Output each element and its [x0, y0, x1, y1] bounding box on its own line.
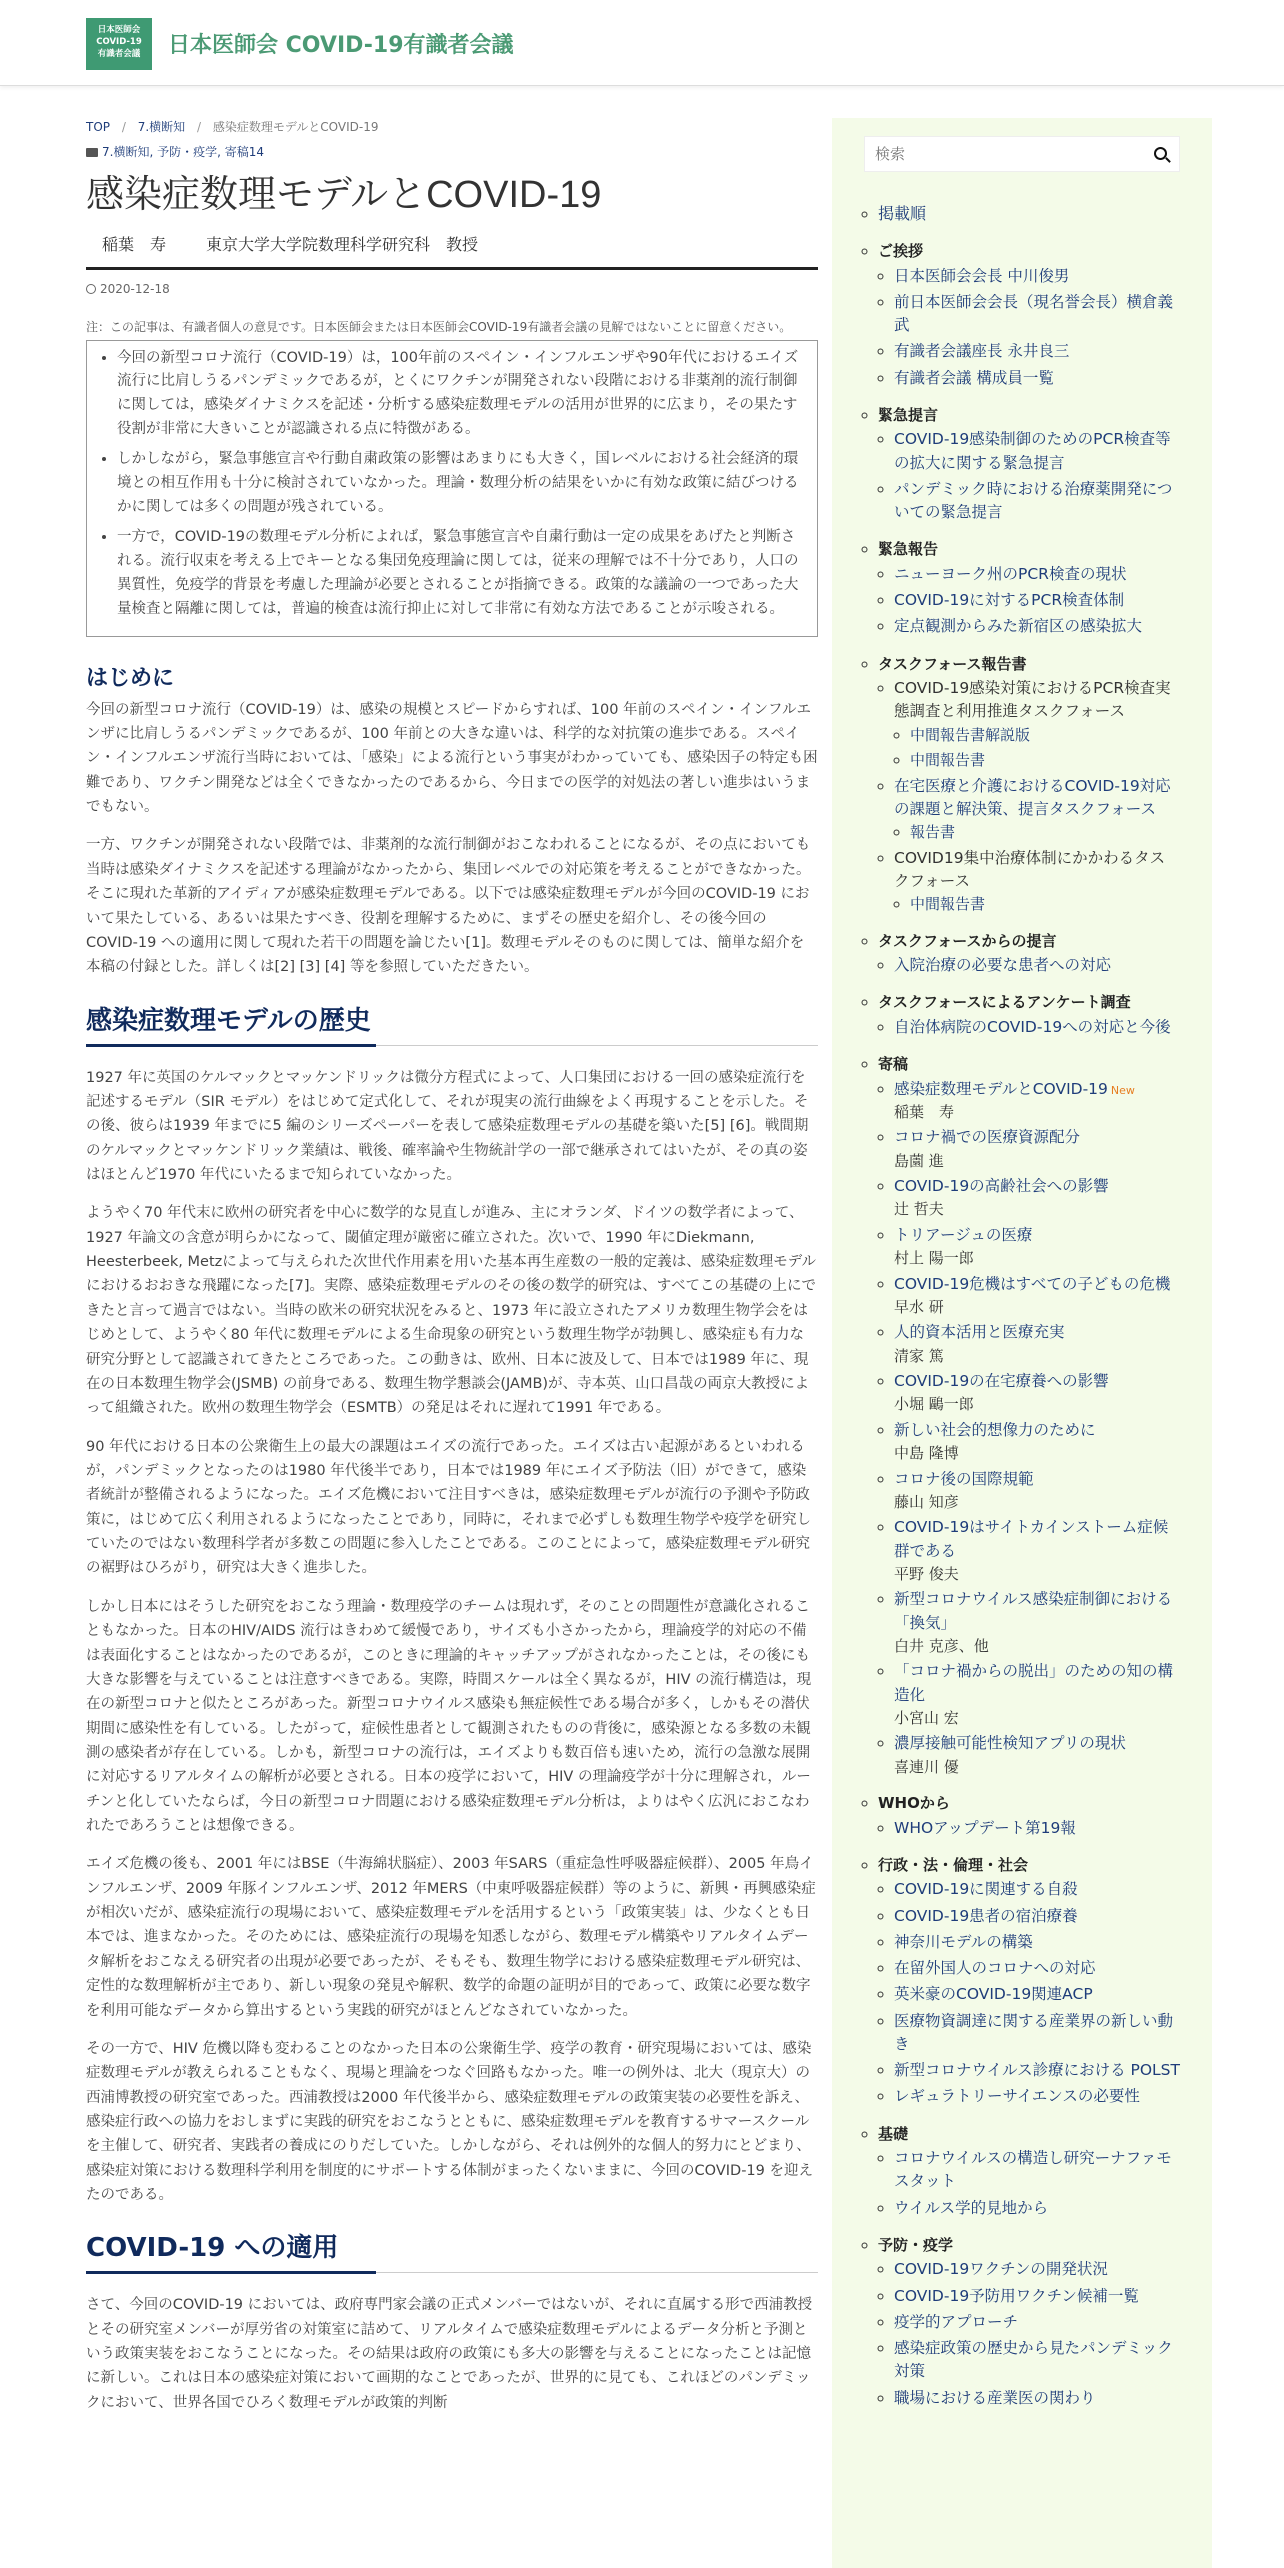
menu-link[interactable]: 有識者会議 構成員一覧	[894, 368, 1054, 387]
sidebar-menu	[864, 202, 1180, 2410]
summary-item: • 今回の新型コロナ流行（COVID-19）は，100年前のスペイン・インフルエンザや90年代におけるエイズ流行に比肩しうるパンデミックであるが，とくにワクチンが開発されない段階における非薬剤的流行制御に関しては，感染ダイナミクスを記述・分析する感染症数理モデルの活用が世界的に広まり，その果たす役割が非常に大きいことが認識される点に特徴がある。	[117, 347, 807, 443]
menu-group	[878, 991, 1180, 1039]
menu-item	[894, 478, 1180, 525]
menu-sub-list	[894, 821, 1180, 844]
paragraph: しかし日本にはそうした研究をおこなう理論・数理疫学のチームは現れず，そのことの問題性が意識化されることもなかった。日本のHIV/AIDS 流行はきわめて緩慢であり，サイズも小さかったから，理論疫学的対応の不備は表面化することはなかったのであるが，このときに理論的キャッチアップがされなかったことは，その後にも大きな影響を与えていることは注意すべきである。実際，時間スケールは全く異なるが，HIV の流行構造は，現在の新型コロナと似たところがあった。新型コロナウイルス感染も無症候性である場合が多く，しかもその潜伏期間に感染性を有している。したがって，症候性患者として観測されたものの背後に，感染源となる多数の未観測の感染者が存在している。しかも，新型コロナの流行は，エイズよりも数百倍も速いため，流行の急激な展開に対応するリアルタイムの解析が必要とされる。日本の疫学において，HIV の理論疫学が十分に理解され，ルーチンと化していたならば，今日の新型コロナ問題における感染症数理モデル分析は，よりはやく広汎におこなわれたであろうことは想像できる。	[86, 1598, 812, 1835]
menu-item	[894, 1817, 1180, 1840]
menu-group	[878, 404, 1180, 525]
menu-sub-item	[910, 724, 1180, 747]
paragraph: その一方で、HIV 危機以降も変わることのなかった日本の公衆衛生学、疫学の教育・研究現場においては、感染症数理モデルが教えられることもなく、現場と理論をつなぐ回路もなかった。唯一の例外は、北大（現京大）の西浦博教授の研究室であった。西浦教授は2000 年代後半から、感染症数理モデルの政策実装の必要性を訴え、感染症行政への協力をおしまずに実践的研究をおこなうとともに、感染症数理モデルを教育するサマースクールを主催して、研究者、実践者の養成にのりだしていた。しかしながら、それは例外的な個人的努力にとどまり、感染症対策における数理科学利用を制度的にサポートする体制がまったくないままに、今回のCOVID-19 を迎えたのである。	[86, 2040, 813, 2204]
menu-group-title: 緊急提言	[878, 405, 939, 424]
menu-link[interactable]: COVID-19患者の宿泊療養	[894, 1906, 1078, 1925]
new-badge: New	[1110, 1083, 1135, 1097]
menu-item	[894, 2337, 1180, 2384]
section-heading-application: COVID-19 への適用	[86, 2227, 818, 2273]
menu-item	[894, 1931, 1180, 1954]
menu-item	[894, 2387, 1180, 2410]
menu-group-title: タスクフォースからの提言	[878, 931, 1057, 950]
menu-item	[894, 367, 1180, 390]
menu-author: 島薗 進	[894, 1151, 944, 1170]
menu-group-list	[878, 1878, 1180, 2108]
menu-group-title: ご挨拶	[878, 242, 924, 260]
menu-group-list	[878, 1817, 1180, 1840]
menu-group-list	[878, 563, 1180, 639]
menu-item	[894, 2059, 1180, 2082]
menu-item	[894, 1419, 1180, 1465]
menu-item	[894, 428, 1180, 475]
menu-item	[894, 1273, 1180, 1319]
page-title: 感染症数理モデルとCOVID-19	[86, 174, 602, 216]
menu-item	[894, 1175, 1180, 1221]
menu-link[interactable]: COVID-19の高齢社会への影響	[894, 1177, 1109, 1195]
menu-link[interactable]: 有識者会議座長 永井良三	[894, 342, 1070, 361]
menu-item	[894, 954, 1180, 977]
search-icon[interactable]	[1154, 147, 1167, 160]
disclaimer-note: 注：この記事は、有識者個人の意見です。日本医師会または日本医師会COVID-19有識者会議の見解ではないことに留意ください。	[86, 319, 792, 334]
menu-link[interactable]: 定点観測からみた新宿区の感染拡大	[894, 617, 1143, 636]
breadcrumb-separator: /	[121, 120, 126, 134]
site-logo[interactable]	[86, 18, 152, 70]
menu-heading: COVID19集中治療体制にかかわるタスクフォース	[894, 848, 1166, 890]
menu-link[interactable]: 疫学的アプローチ	[894, 2312, 1019, 2331]
menu-link[interactable]: 在宅医療と介護におけるCOVID-19対応の課題と解決策、提言タスクフォース	[894, 776, 1171, 818]
menu-item	[894, 847, 1180, 916]
menu-item-top	[878, 202, 1180, 226]
menu-author: 早水 研	[894, 1297, 944, 1316]
menu-sub-list	[894, 893, 1180, 916]
menu-link[interactable]: 中間報告書解説版	[910, 725, 1031, 744]
menu-item	[894, 291, 1180, 338]
menu-link[interactable]: COVID-19の在宅療養への影響	[894, 1372, 1109, 1390]
paragraph: 1927 年に英国のケルマックとマッケンドリックは微分方程式によって、人口集団における一回の感染症流行を記述するモデル（SIR モデル）をはじめて定式化して、それが現実の流行曲線をよく再現することを示した。その後、彼らは1939 年までに5 編のシリーズペーパーを表して感染症数理モデルの基礎を築いた[5] [6]。戦間期のケルマックとマッケンドリック業績は、戦後、確率論や生物統計学の一部で継承されてはいたが、その真の姿はほとんど1970 年代にいたるまで知られていなかった。	[86, 1069, 809, 1184]
menu-link[interactable]: COVID-19ワクチンの開発状況	[894, 2260, 1108, 2279]
menu-group	[878, 653, 1180, 916]
menu-sub-item	[910, 749, 1180, 772]
menu-link[interactable]: 医療物資調達に関する産業界の新しい動き	[894, 2011, 1174, 2053]
folder-icon	[86, 148, 98, 157]
menu-author: 平野 俊夫	[894, 1564, 959, 1583]
menu-sub-item	[910, 821, 1180, 844]
menu-author: 稲葉 寿	[894, 1102, 955, 1121]
paragraph: エイズ危機の後も、2001 年にはBSE（牛海綿状脳症）、2003 年SARS（重症急性呼吸器症候群）、2005 年鳥インフルエンザ、2009 年豚インフルエンザ、2012 年MERS（中東呼吸器症候群）等のように、新興・再興感染症が相次いだが、感染症流行の現場において、感染症数理モデルを活用するという「政策実装」は、少なくとも日本では、進まなかった。そのためには、感染症流行の現場を知悉しながら、数理モデル構築やリアルタイムデータ解析をおこなえる研究者の出現が必要であったが、そもそも、数理生物学における感染症数理モデル研究は、定性的な数理解析が主であり、新しい現象の発見や解釈、数学的命題の証明が目的であって、政策に必要な数字を利用可能なデータから算出するという実践的研究がほとんどなされていなかった。	[86, 1856, 816, 2019]
paragraph: 一方、ワクチンが開発されない段階では、非薬剤的な流行制御がおこなわれることになるが、その点においても当時は感染ダイナミクスを記述する理論がなかったから、集団レベルでの対応策を考えることができなかった。そこに現れた革新的アイディアが感染症数理モデルである。以下では感染症数理モデルが今回のCOVID-19 において果たしている、あるいは果たすべき、役割を理解するために、まずその歴史を紹介し、その後今回のCOVID-19 への適用に関して現れた若干の問題を論じたい[1]。数理モデルそのものに関しては、簡単な紹介を本稿の付録とした。詳しくは[2] [3] [4] 等を参照していただきたい。	[86, 837, 811, 976]
menu-item	[894, 1224, 1180, 1270]
menu-author: 喜連川 優	[894, 1757, 959, 1776]
menu-group	[878, 1854, 1180, 2109]
paragraph: ようやく70 年代末に欧州の研究者を中心に数学的な見直しが進み、主にオランダ、ドイツの数学者によって、1927 年論文の含意が明らかになって、閾値定理が厳密に確立された。次いで、1990 年にDiekmann, Heesterbeek, Metzによって与えられた次世代作用素を用いた基本再生産数の一般的定義は、感染症数理モデルにおけるおおきな飛躍になった[7]。実際、感染症数理モデルのその後の数学的研究は、すべてこの基礎の上にできたと言って過言ではない。当時の欧米の研究状況をみると、1973 年に設立されたアメリカ数理生物学会をはじめとして、ようやく80 年代に数理モデルによる生命現象の研究という数理生物学が勃興し、感染症も有力な研究分野として認識されてきたところであった。この動きは、欧州、日本に波及して、日本では1989 年に、現在の日本数理生物学会(JSMB) の前身である、数理生物学懇談会(JAMB)が、寺本英、山口昌哉の両京大教授によって組織された。欧州の数理生物学会（ESMTB）の発足はそれに遅れて1991 年である。	[86, 1205, 817, 1417]
menu-item	[894, 2311, 1180, 2334]
menu-group	[878, 538, 1180, 638]
menu-item	[894, 563, 1180, 586]
breadcrumb-category-link[interactable]: 7.横断知	[137, 120, 186, 134]
menu-sub-item	[910, 893, 1180, 916]
menu-item	[894, 2010, 1180, 2057]
menu-author: 白井 克彦、他	[894, 1636, 989, 1655]
menu-item	[894, 1660, 1180, 1729]
menu-group	[878, 1792, 1180, 1840]
menu-link[interactable]: 掲載順	[878, 204, 927, 223]
menu-group-list	[878, 954, 1180, 977]
breadcrumb-current: 感染症数理モデルとCOVID-19	[212, 120, 379, 134]
menu-author: 小堀 鷗一郎	[894, 1395, 974, 1414]
category-link[interactable]: 7.横断知, 予防・疫学, 寄稿14	[102, 145, 264, 159]
menu-author: 村上 陽一郎	[894, 1249, 974, 1267]
paragraph: 今回の新型コロナ流行（COVID-19）は、感染の規模とスピードからすれば、100 年前のスペイン・インフルエンザに比肩しうるパンデミックであるが、100 年前との大きな違いは、科学的な対抗策の進歩である。スペイン・インフルエンザ流行当時においては、「感染」による流行という事実がわかっていても、感染因子の特定も困難であり、ワクチン開発などは全くできなかったのであるから、今日までの医学的対処法の著しい進歩はいうまでもない。	[86, 701, 818, 816]
breadcrumb-separator: /	[197, 120, 202, 134]
menu-group-title: 緊急報告	[878, 540, 939, 559]
menu-link[interactable]: 新型コロナウイルス感染症制御における「換気」	[894, 1590, 1173, 1632]
menu-author: 中島 隆博	[894, 1444, 959, 1462]
menu-link[interactable]: 報告書	[910, 823, 956, 841]
date-text: 2020-12-18	[100, 281, 170, 296]
menu-link[interactable]: コロナウイルスの構造し研究ーナファモスタット	[894, 2149, 1172, 2191]
menu-link[interactable]: 中間報告書	[910, 895, 986, 913]
author-row	[86, 232, 818, 270]
menu-item	[894, 340, 1180, 363]
menu-link[interactable]: 神奈川モデルの構築	[894, 1932, 1033, 1951]
breadcrumb-top-link[interactable]: TOP	[86, 120, 111, 134]
menu-item	[894, 2147, 1180, 2194]
menu-heading: COVID-19感染対策におけるPCR検査実態調査と利用推進タスクフォース	[894, 679, 1171, 721]
site-header	[0, 0, 1284, 86]
paragraph: さて、今回のCOVID-19 においては、政府専門家会議の正式メンバーではないが、それに直属する形で西浦教授とその研究室メンバーが厚労省の対策室に詰めて、リアルタイムで感染症数理モデルによるデータ分析と予測という政策実装をおこなうことになった。その結果は政府の政策にも多大の影響を与えることになったことは記憶に新しい。これは日本の感染症対策において画期的なことであったが、世界的に見ても、これほどのパンデミックにおいて、世界各国でひろく数理モデルが政策的判断	[86, 2297, 813, 2411]
menu-link[interactable]: COVID-19感染制御のためのPCR検査等の拡大に関する緊急提言	[894, 430, 1171, 472]
category-links	[86, 143, 818, 160]
menu-group-list	[878, 2147, 1180, 2220]
menu-link[interactable]: 中間報告書	[910, 751, 986, 769]
menu-item	[894, 2285, 1180, 2308]
breadcrumb	[86, 118, 818, 135]
menu-item	[894, 1878, 1180, 1901]
menu-group-title: 寄稿	[878, 1055, 909, 1073]
menu-link[interactable]: 感染症政策の歴史から見たパンデミック対策	[894, 2339, 1173, 2381]
search-input[interactable]	[865, 137, 1179, 171]
menu-group-title: WHOから	[878, 1794, 950, 1812]
menu-item	[894, 1078, 1180, 1124]
logo-line: 有識者会議	[97, 49, 141, 59]
menu-link[interactable]: WHOアップデート第19報	[894, 1818, 1076, 1837]
menu-link[interactable]: パンデミック時における治療薬開発についての緊急提言	[894, 479, 1173, 521]
menu-group-list	[878, 1016, 1180, 1039]
menu-link[interactable]: 新型コロナウイルス診療における POLST	[894, 2061, 1180, 2079]
menu-group-list	[878, 677, 1180, 916]
menu-link[interactable]: 在留外国人のコロナへの対応	[894, 1959, 1096, 1977]
logo-line: COVID-19	[96, 37, 142, 47]
menu-link[interactable]: 職場における産業医の関わり	[894, 2388, 1096, 2407]
menu-link[interactable]: COVID-19に対するPCR検査体制	[894, 591, 1125, 609]
search-box	[864, 136, 1180, 172]
menu-link[interactable]: 日本医師会会長 中川俊男	[894, 266, 1070, 285]
menu-link[interactable]: 新しい社会的想像力のために	[894, 1420, 1096, 1439]
menu-group-title: タスクフォースによるアンケート調査	[878, 993, 1131, 1012]
menu-group	[878, 930, 1180, 978]
menu-group-list	[878, 1078, 1180, 1779]
menu-link[interactable]: コロナ後の国際規範	[894, 1469, 1034, 1488]
menu-link[interactable]: 「コロナ禍からの脱出」のための知の構造化	[894, 1662, 1174, 1704]
menu-item	[894, 1370, 1180, 1416]
menu-item	[894, 589, 1180, 612]
summary-item: • 一方で，COVID-19の数理モデル分析によれば，緊急事態宣言や自粛行動は一定の成果をあげたと判断される。流行収束を考える上でキーとなる集団免疫理論に関しては，従来の理解では不十分であり，人口の異質性，免疫学的背景を考慮した理論が必要とされることが指摘できる。政策的な議論の一つであった大量検査と隔離に関しては，普遍的検査は流行抑止に対して非常に有効な方法であることが示唆される。	[117, 526, 807, 622]
menu-group-list	[878, 2258, 1180, 2410]
menu-item	[894, 2258, 1180, 2281]
menu-link[interactable]: COVID-19予防用ワクチン候補一覧	[894, 2286, 1139, 2305]
menu-item	[894, 1126, 1180, 1172]
menu-group-title: タスクフォース報告書	[878, 654, 1027, 673]
author-affiliation: 東京大学大学院数理科学研究科 教授	[206, 234, 479, 254]
menu-group-list	[878, 428, 1180, 524]
menu-item	[894, 1983, 1180, 2006]
menu-link[interactable]: 入院治療の必要な患者への対応	[894, 956, 1112, 974]
menu-item	[894, 1468, 1180, 1514]
summary-item: • しかしながら，緊急事態宣言や行動自粛政策の影響はあまりにも大きく，国レベルにおける社会経済的環境との相互作用も十分に検討されていなかった。理論・数理分析の結果をいかに有効な政策に結びつけるかに関しては多くの問題が残されている。	[117, 448, 807, 520]
menu-group	[878, 1053, 1180, 1778]
section-heading-history: 感染症数理モデルの歴史	[86, 1000, 818, 1046]
menu-item	[894, 615, 1180, 638]
menu-item	[894, 265, 1180, 288]
menu-link[interactable]: 人的資本活用と医療充実	[894, 1323, 1065, 1342]
menu-link[interactable]: COVID-19危機はすべての子どもの危機	[894, 1274, 1171, 1293]
menu-link[interactable]: 感染症数理モデルとCOVID-19	[894, 1079, 1108, 1098]
menu-item	[894, 677, 1180, 772]
menu-item	[894, 1732, 1180, 1778]
menu-link[interactable]: 自治体病院のCOVID-19への対応と今後	[894, 1017, 1171, 1036]
menu-group-title: 予防・疫学	[878, 2235, 954, 2254]
article-main	[86, 118, 818, 2429]
menu-item	[894, 1516, 1180, 1585]
menu-item	[894, 1321, 1180, 1367]
menu-item	[894, 1016, 1180, 1039]
summary-box	[86, 340, 818, 637]
menu-group	[878, 240, 1180, 390]
menu-author: 藤山 知彦	[894, 1492, 959, 1511]
clock-icon	[86, 284, 96, 294]
menu-item	[894, 1588, 1180, 1657]
menu-link[interactable]: 英米豪のCOVID-19関連ACP	[894, 1985, 1093, 2004]
menu-sub-list	[894, 724, 1180, 772]
menu-item	[894, 1905, 1180, 1928]
menu-group-title: 基礎	[878, 2124, 909, 2143]
menu-item	[894, 2197, 1180, 2220]
menu-item	[894, 2085, 1180, 2108]
menu-link[interactable]: コロナ禍での医療資源配分	[894, 1128, 1081, 1147]
sidebar	[832, 118, 1212, 2568]
menu-link[interactable]: 前日本医師会会長（現名誉会長）横倉義武	[894, 292, 1174, 334]
menu-link[interactable]: トリアージュの医療	[894, 1225, 1033, 1244]
menu-group-title: 行政・法・倫理・社会	[878, 1855, 1029, 1874]
menu-link[interactable]: ウイルス学的見地から	[894, 2198, 1049, 2217]
menu-link[interactable]: レギュラトリーサイエンスの必要性	[894, 2087, 1140, 2106]
menu-author: 小宮山 宏	[894, 1708, 959, 1727]
paragraph: 90 年代における日本の公衆衛生上の最大の課題はエイズの流行であった。エイズは古い起源があるといわれるが，パンデミックとなったのは1980 年代後半であり，日本では1989 年にエイズ予防法（旧）ができて，感染者統計が整備されるようになった。エイズ危機において注目すべきは，感染症数理モデルが流行の予測や予防政策に，はじめて広く利用されるようになったことであり，同時に，それまで必ずしも数理生物学や疫学を研究していたのではない数理科学者が多数この問題に参入したことである。このことによって，感染症数理モデル研究の裾野はひろがり，研究は大きく進歩した。	[86, 1438, 811, 1577]
site-title[interactable]: 日本医師会 COVID-19有識者会議	[168, 33, 514, 58]
menu-group	[878, 2234, 1180, 2410]
menu-link[interactable]: COVID-19はサイトカインストーム症候群である	[894, 1518, 1169, 1560]
menu-link[interactable]: 濃厚接触可能性検知アプリの現状	[894, 1734, 1126, 1753]
author-name: 稲葉 寿	[102, 234, 167, 254]
logo-line: 日本医師会	[97, 25, 141, 35]
menu-item	[894, 775, 1180, 844]
section-heading-intro: はじめに	[86, 665, 175, 691]
menu-item	[894, 1957, 1180, 1980]
menu-author: 辻 哲夫	[894, 1200, 944, 1219]
menu-group	[878, 2123, 1180, 2220]
publish-date	[86, 282, 818, 296]
menu-link[interactable]: COVID-19に関連する自殺	[894, 1880, 1078, 1899]
menu-link[interactable]: ニューヨーク州のPCR検査の現状	[894, 564, 1127, 583]
menu-author: 清家 篤	[894, 1346, 944, 1365]
menu-group-list	[878, 265, 1180, 390]
